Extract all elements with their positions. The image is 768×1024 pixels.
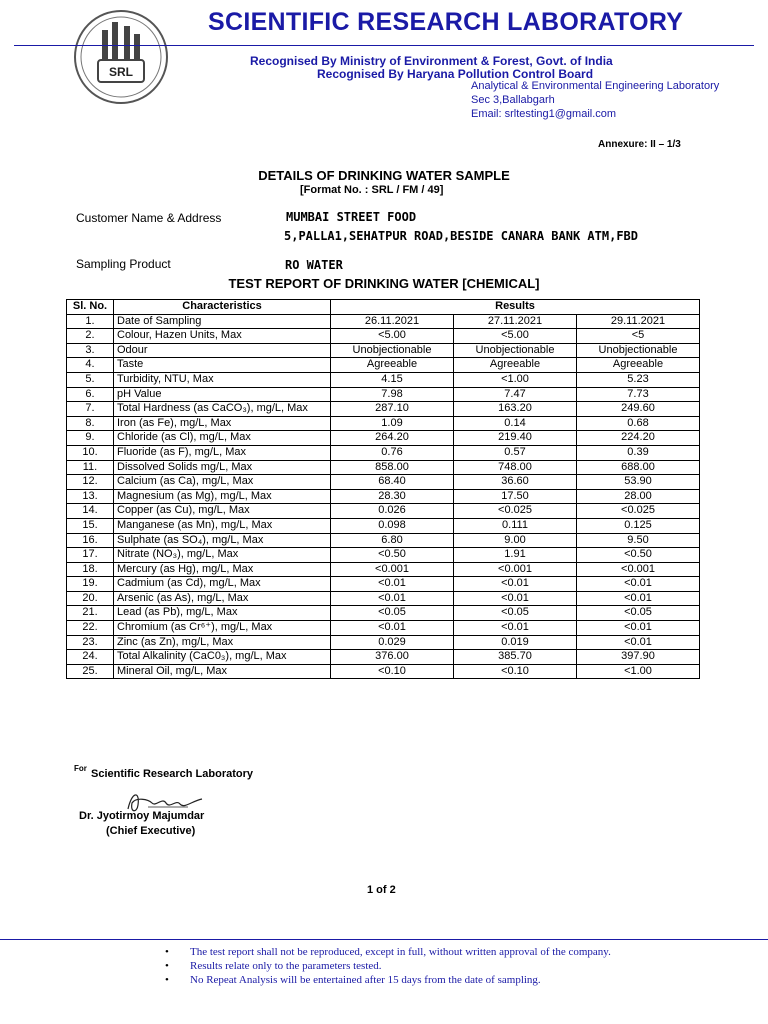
footer-note: • Results relate only to the parameters tested. [165,959,611,973]
table-row [67,445,700,460]
cell-result-1: <5.00 [331,329,454,344]
cell-characteristic: Odour [114,343,331,358]
cell-result-1: 28.30 [331,489,454,504]
cell-sl-no: 4. [67,358,114,373]
cell-characteristic: Lead (as Pb), mg/L, Max [114,606,331,621]
customer-name: MUMBAI STREET FOOD [286,210,417,224]
cell-sl-no: 25. [67,664,114,679]
for-label: For [74,764,87,773]
cell-result-1: <0.01 [331,621,454,636]
cell-result-2: 0.111 [454,518,577,533]
cell-result-3: 0.125 [577,518,700,533]
cell-result-2: 36.60 [454,475,577,490]
cell-result-3: <1.00 [577,664,700,679]
table-row [67,372,700,387]
cell-result-2: 9.00 [454,533,577,548]
cell-result-2: 7.47 [454,387,577,402]
cell-result-1: 1.09 [331,416,454,431]
cell-result-1: 68.40 [331,475,454,490]
cell-sl-no: 23. [67,635,114,650]
cell-result-2: 163.20 [454,402,577,417]
cell-characteristic: Chloride (as Cl), mg/L, Max [114,431,331,446]
cell-result-1: 287.10 [331,402,454,417]
cell-sl-no: 10. [67,445,114,460]
signatory-lab: Scientific Research Laboratory [91,768,254,780]
table-row [67,504,700,519]
cell-result-2: 219.40 [454,431,577,446]
cell-sl-no: 16. [67,533,114,548]
cell-result-2: Unobjectionable [454,343,577,358]
cell-characteristic: Date of Sampling [114,314,331,329]
table-row [67,402,700,417]
cell-sl-no: 22. [67,621,114,636]
table-row [67,548,700,563]
table-row [67,387,700,402]
cell-sl-no: 13. [67,489,114,504]
table-row [67,591,700,606]
cell-sl-no: 18. [67,562,114,577]
srl-logo [72,8,170,106]
table-row [67,416,700,431]
annexure-label: Annexure: II – 1/3 [598,139,681,150]
cell-result-1: <0.01 [331,591,454,606]
lab-email: Email: srltesting1@gmail.com [471,108,617,120]
table-row [67,431,700,446]
cell-characteristic: pH Value [114,387,331,402]
footer-note: • The test report shall not be reproduced, except in full, without written approval of the company. [165,945,611,959]
cell-characteristic: Arsenic (as As), mg/L, Max [114,591,331,606]
cell-characteristic: Calcium (as Ca), mg/L, Max [114,475,331,490]
table-row [67,664,700,679]
cell-result-3: 0.68 [577,416,700,431]
document-heading [0,168,768,183]
cell-characteristic: Taste [114,358,331,373]
table-row [67,460,700,475]
cell-result-2: 0.57 [454,445,577,460]
cell-result-2: <1.00 [454,372,577,387]
recognition-line-2: Recognised By Haryana Pollution Control Board [317,67,594,81]
table-row [67,650,700,665]
cell-characteristic: Nitrate (NO₃), mg/L, Max [114,548,331,563]
cell-result-1: 0.76 [331,445,454,460]
cell-sl-no: 19. [67,577,114,592]
cell-result-3: 249.60 [577,402,700,417]
lab-address-line-2: Sec 3,Ballabgarh [471,94,555,106]
cell-result-1: 0.026 [331,504,454,519]
cell-characteristic: Total Alkalinity (CaC0₃), mg/L, Max [114,650,331,665]
lab-address-line-1: Analytical & Environmental Engineering Laboratory [471,80,720,92]
cell-result-2: 27.11.2021 [454,314,577,329]
cell-result-1: 6.80 [331,533,454,548]
table-row [67,606,700,621]
cell-result-2: 1.91 [454,548,577,563]
cell-result-1: 264.20 [331,431,454,446]
cell-result-2: <0.10 [454,664,577,679]
cell-sl-no: 15. [67,518,114,533]
table-row [67,489,700,504]
cell-result-3: Unobjectionable [577,343,700,358]
footer-notes [165,945,611,987]
table-row [67,562,700,577]
cell-sl-no: 17. [67,548,114,563]
cell-result-1: 0.098 [331,518,454,533]
cell-result-1: <0.10 [331,664,454,679]
cell-characteristic: Turbidity, NTU, Max [114,372,331,387]
cell-result-3: <0.50 [577,548,700,563]
cell-characteristic: Chromium (as Cr⁶⁺), mg/L, Max [114,621,331,636]
cell-result-1: 376.00 [331,650,454,665]
cell-sl-no: 21. [67,606,114,621]
cell-result-3: 0.39 [577,445,700,460]
cell-result-3: 29.11.2021 [577,314,700,329]
cell-result-3: 28.00 [577,489,700,504]
table-row [67,475,700,490]
cell-result-3: Agreeable [577,358,700,373]
cell-characteristic: Dissolved Solids mg/L, Max [114,460,331,475]
cell-sl-no: 2. [67,329,114,344]
cell-characteristic: Colour, Hazen Units, Max [114,329,331,344]
cell-result-2: 0.14 [454,416,577,431]
cell-result-2: <0.05 [454,606,577,621]
cell-sl-no: 11. [67,460,114,475]
cell-result-1: <0.001 [331,562,454,577]
footer-note: • No Repeat Analysis will be entertained after 15 days from the date of sampling. [165,973,611,987]
cell-result-3: 688.00 [577,460,700,475]
sampling-label: Sampling Product [76,257,171,271]
signatory-name: Dr. Jyotirmoy Majumdar [79,810,205,822]
table-header-row [67,300,700,315]
cell-characteristic: Mercury (as Hg), mg/L, Max [114,562,331,577]
cell-characteristic: Mineral Oil, mg/L, Max [114,664,331,679]
cell-result-3: <0.025 [577,504,700,519]
cell-result-1: <0.05 [331,606,454,621]
cell-characteristic: Iron (as Fe), mg/L, Max [114,416,331,431]
customer-address: 5,PALLA1,SEHATPUR ROAD,BESIDE CANARA BANK ATM,FBD [284,229,639,243]
recognition-line-1: Recognised By Ministry of Environment & Forest, Govt. of India [250,54,613,68]
cell-result-2: <5.00 [454,329,577,344]
cell-result-1: <0.50 [331,548,454,563]
cell-result-2: 17.50 [454,489,577,504]
cell-result-2: <0.025 [454,504,577,519]
cell-result-2: <0.01 [454,577,577,592]
table-row [67,329,700,344]
cell-characteristic: Manganese (as Mn), mg/L, Max [114,518,331,533]
cell-sl-no: 6. [67,387,114,402]
cell-result-2: <0.01 [454,591,577,606]
cell-sl-no: 9. [67,431,114,446]
table-row [67,358,700,373]
table-row [67,577,700,592]
format-number: [Format No. : SRL / FM / 49] [300,184,444,196]
cell-result-1: 4.15 [331,372,454,387]
cell-result-3: <0.01 [577,591,700,606]
cell-result-3: 224.20 [577,431,700,446]
cell-result-3: <0.01 [577,577,700,592]
cell-result-2: 0.019 [454,635,577,650]
cell-result-1: Agreeable [331,358,454,373]
customer-label: Customer Name & Address [76,211,222,225]
cell-result-2: <0.01 [454,621,577,636]
cell-result-3: <0.05 [577,606,700,621]
cell-sl-no: 12. [67,475,114,490]
table-body [67,314,700,679]
cell-result-3: 5.23 [577,372,700,387]
sampling-product: RO WATER [285,258,343,272]
cell-result-1: 858.00 [331,460,454,475]
cell-characteristic: Magnesium (as Mg), mg/L, Max [114,489,331,504]
cell-result-3: 397.90 [577,650,700,665]
page-number: 1 of 2 [367,884,396,896]
signatory-role: (Chief Executive) [106,825,196,837]
cell-characteristic: Copper (as Cu), mg/L, Max [114,504,331,519]
cell-result-1: 0.029 [331,635,454,650]
lab-title: SCIENTIFIC RESEARCH LABORATORY [208,8,684,36]
cell-result-1: 26.11.2021 [331,314,454,329]
footer-divider [0,939,768,940]
cell-sl-no: 8. [67,416,114,431]
table-row [67,314,700,329]
table-row [67,533,700,548]
cell-result-3: <0.01 [577,635,700,650]
logo-text: SRL [109,65,133,79]
cell-result-2: Agreeable [454,358,577,373]
cell-sl-no: 3. [67,343,114,358]
header-characteristics: Characteristics [114,300,331,315]
table-row [67,343,700,358]
document-heading-text: DETAILS OF DRINKING WATER SAMPLE [258,168,510,183]
cell-result-2: <0.001 [454,562,577,577]
cell-characteristic: Zinc (as Zn), mg/L, Max [114,635,331,650]
cell-characteristic: Sulphate (as SO₄), mg/L, Max [114,533,331,548]
cell-result-1: <0.01 [331,577,454,592]
cell-result-3: <0.01 [577,621,700,636]
header-results: Results [331,300,700,315]
cell-sl-no: 14. [67,504,114,519]
header-sl-no: Sl. No. [67,300,114,315]
cell-result-2: 385.70 [454,650,577,665]
cell-result-1: Unobjectionable [331,343,454,358]
table-row [67,518,700,533]
cell-result-2: 748.00 [454,460,577,475]
report-title: TEST REPORT OF DRINKING WATER [CHEMICAL] [228,276,540,291]
cell-characteristic: Cadmium (as Cd), mg/L, Max [114,577,331,592]
cell-result-3: 53.90 [577,475,700,490]
cell-result-3: <5 [577,329,700,344]
cell-sl-no: 1. [67,314,114,329]
cell-result-3: 7.73 [577,387,700,402]
cell-characteristic: Fluoride (as F), mg/L, Max [114,445,331,460]
cell-sl-no: 7. [67,402,114,417]
table-row [67,621,700,636]
cell-result-1: 7.98 [331,387,454,402]
cell-result-3: 9.50 [577,533,700,548]
cell-result-3: <0.001 [577,562,700,577]
header-divider [14,45,754,46]
cell-sl-no: 24. [67,650,114,665]
cell-sl-no: 5. [67,372,114,387]
cell-characteristic: Total Hardness (as CaCO₃), mg/L, Max [114,402,331,417]
table-row [67,635,700,650]
results-table [66,299,700,679]
cell-sl-no: 20. [67,591,114,606]
